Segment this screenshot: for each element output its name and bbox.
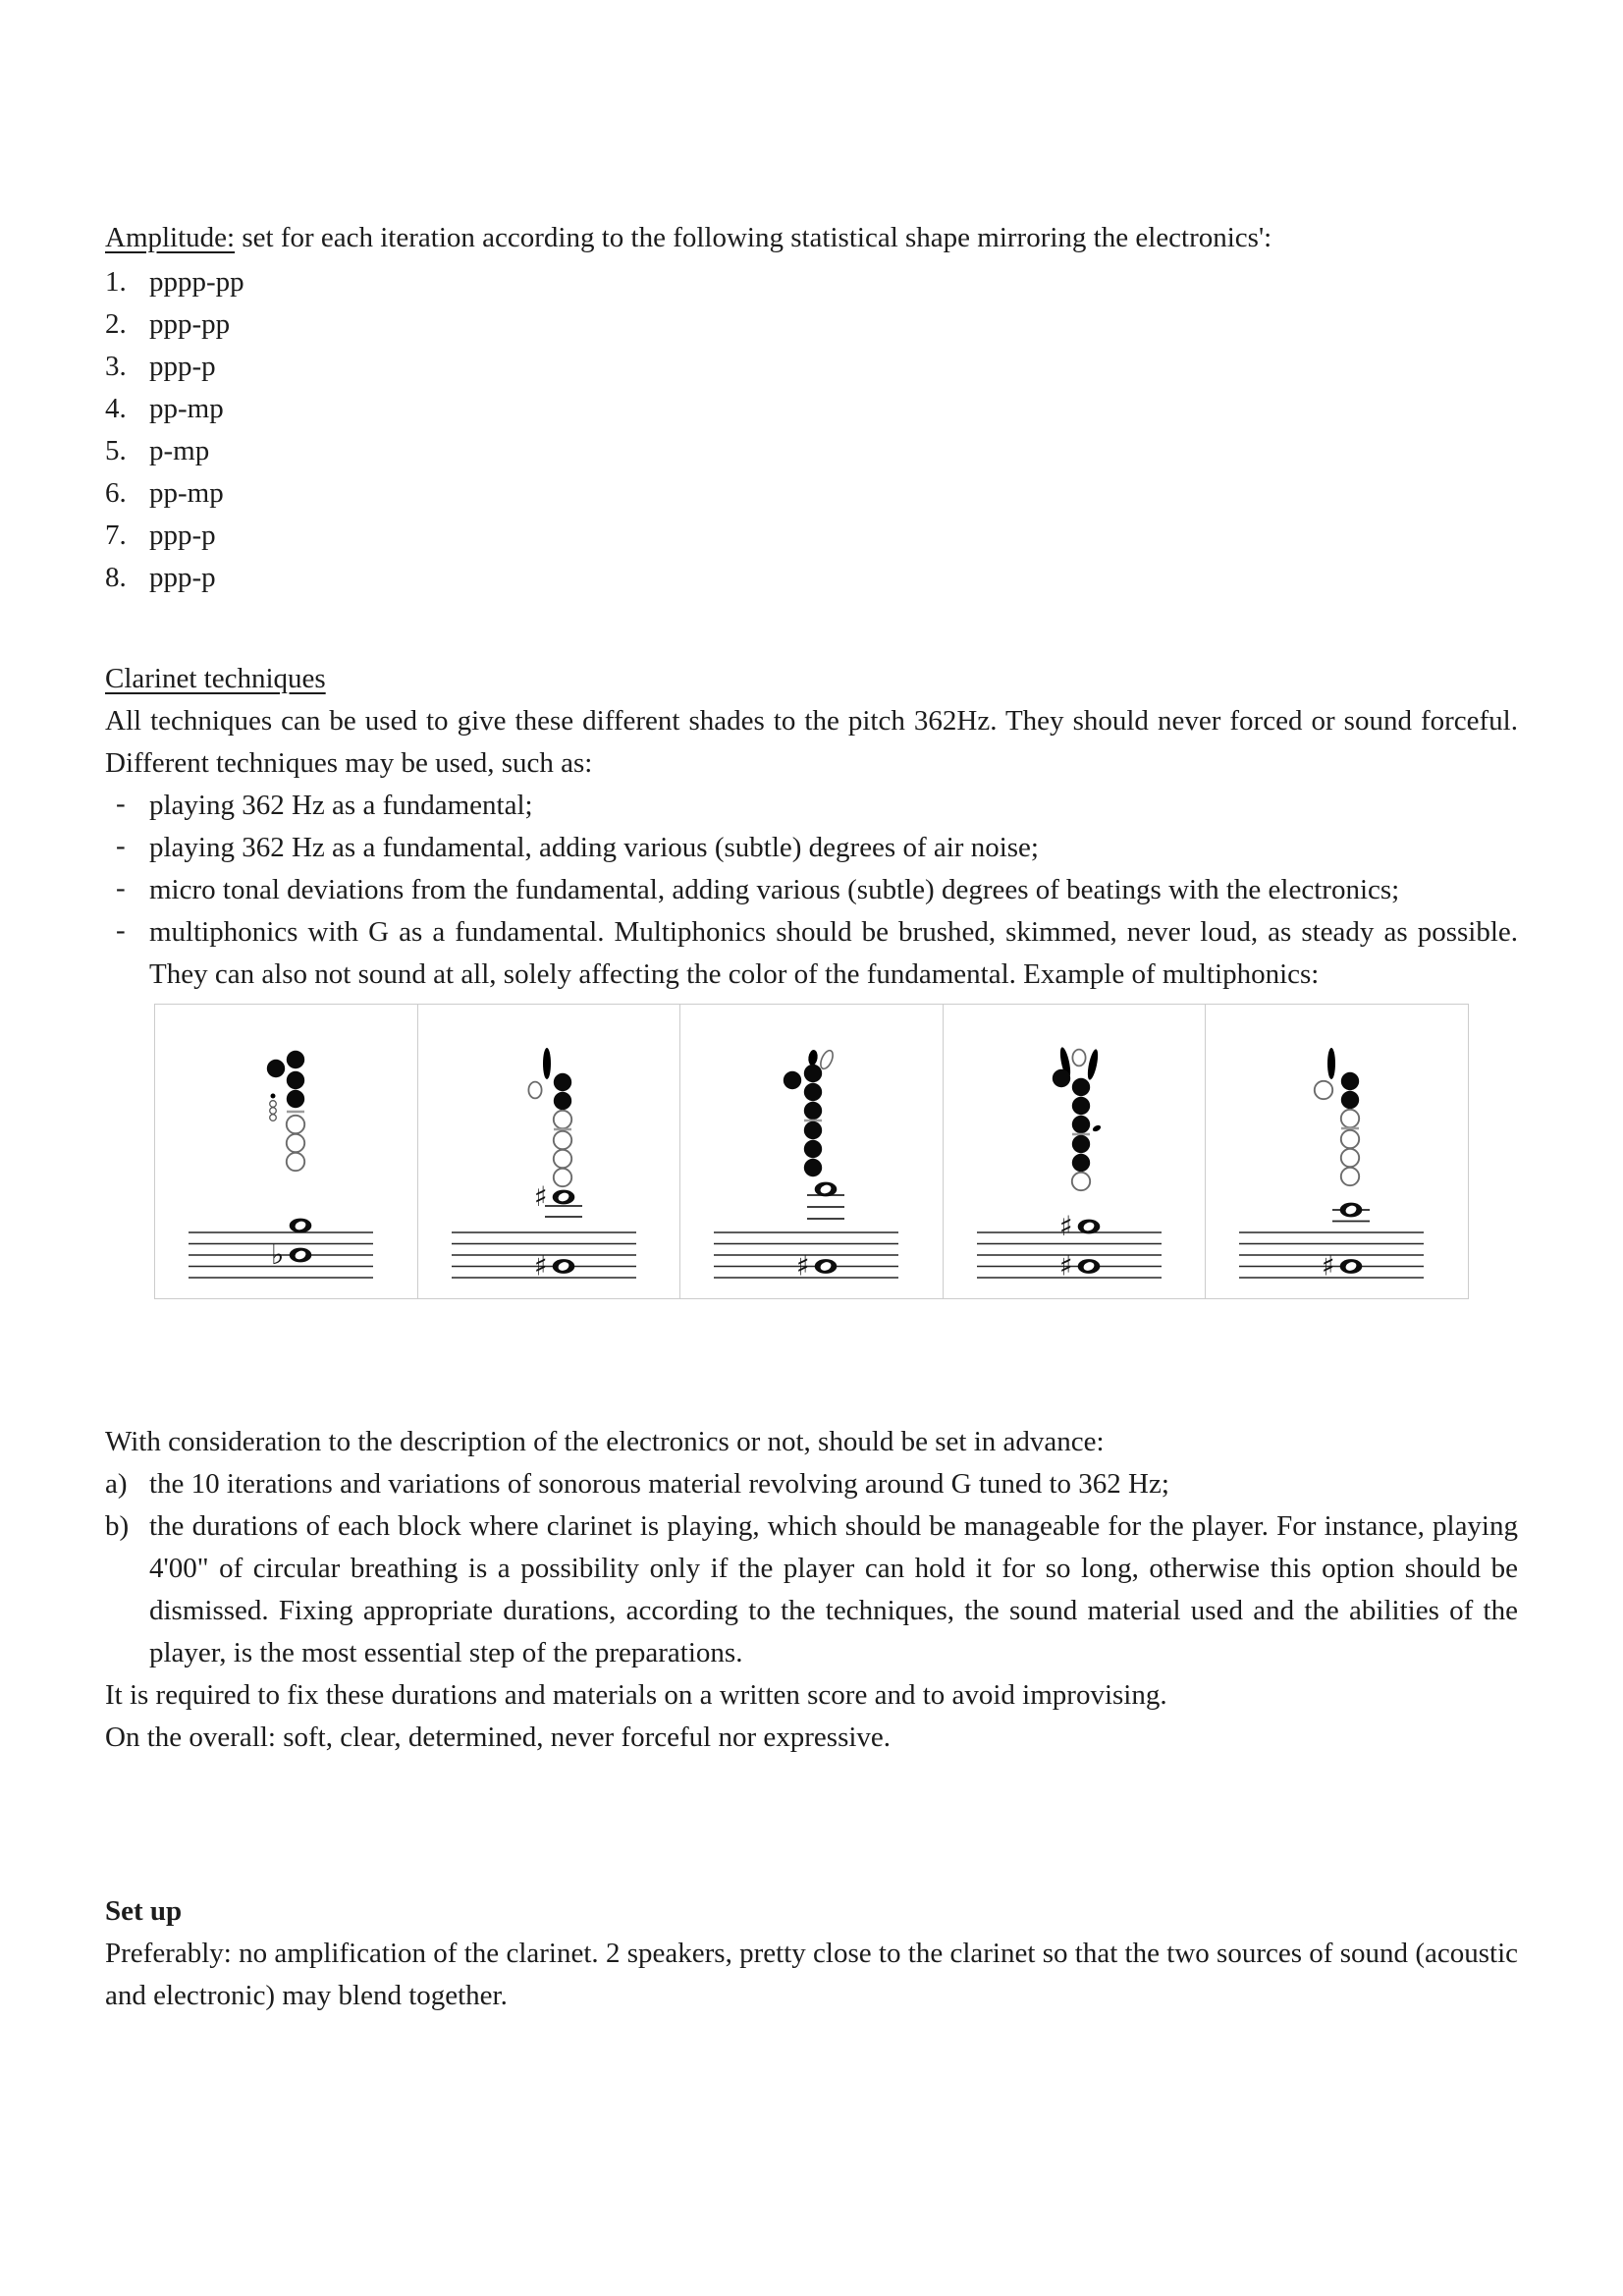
staff-notation [1239,1203,1424,1283]
bullet-dash-marker: - [116,788,126,819]
technique-bullet [105,869,1518,911]
multiphonics-figure [154,1004,1469,1299]
dynamics-item-value: ppp-p [149,562,216,593]
closing-lines [105,1674,1518,1759]
fingering-and-staff-diagram [155,1005,416,1297]
amplitude-text: set for each iteration according to the following statistical shape mirroring the electronics': [235,222,1272,253]
technique-bullet [105,827,1518,869]
technique-bullet [105,785,1518,827]
fingering-diagram [267,1051,304,1171]
fingering-diagram [528,1048,571,1186]
dynamics-list [105,261,1518,599]
svg-text:♯: ♯ [796,1249,810,1283]
amplitude-term: Amplitude: [105,222,236,253]
technique-bullet-text: playing 362 Hz as a fundamental; [149,790,533,821]
technique-bullets [105,785,1518,996]
staff-notation [977,1210,1162,1283]
technique-bullet-text: micro tonal deviations from the fundamental, adding various (subtle) degrees of beatings with the electronics; [149,874,1400,905]
technique-bullet-text: multiphonics with G as a fundamental. Multiphonics should be brushed, skimmed, never loud, as steady as possible. They can also not sound at all, solely affecting the color of the fundamental. Example of multiphonics: [149,916,1518,990]
dynamics-item-value: pp-mp [149,477,224,509]
dynamics-item-value: ppp-p [149,351,216,382]
bullet-dash-marker: - [116,914,126,946]
consideration-item-marker: a) [105,1468,128,1500]
multiphonic-panel [155,1005,418,1298]
consideration-item-marker: b) [105,1510,130,1542]
multiphonic-panel [944,1005,1207,1298]
bullet-dash-marker: - [116,830,126,861]
fingering-diagram [1053,1047,1102,1191]
consideration-item [105,1505,1518,1674]
multiphonic-panel [680,1005,944,1298]
svg-text:♯: ♯ [1322,1249,1335,1283]
dynamics-item [105,261,1518,303]
fingering-diagram [1315,1048,1359,1185]
consideration-item [105,1463,1518,1505]
fingering-and-staff-diagram [418,1005,679,1297]
fingering-and-staff-diagram [1206,1005,1467,1297]
consideration-item-text: the 10 iterations and variations of sonorous material revolving around G tuned to 362 Hz; [149,1468,1169,1500]
dynamics-item-number: 4. [105,393,127,424]
dynamics-item-number: 3. [105,351,127,382]
dynamics-item [105,472,1518,515]
fingering-diagram [784,1049,836,1176]
consideration-list [105,1463,1518,1674]
amplitude-paragraph [105,217,1518,259]
setup-paragraph: Preferably: no amplification of the clarinet. 2 speakers, pretty close to the clarinet so that the two sources of sound (acoustic and electronic) may blend together. [105,1938,1518,2011]
staff-notation [189,1219,373,1278]
dynamics-item [105,388,1518,430]
dynamics-item-value: ppp-p [149,519,216,551]
dynamics-item-number: 5. [105,435,127,466]
dynamics-item-number: 1. [105,266,127,298]
staff-notation [714,1182,898,1283]
dynamics-item [105,303,1518,346]
dynamics-item [105,346,1518,388]
staff-notation [452,1180,636,1283]
dynamics-item-number: 8. [105,562,127,593]
fingering-and-staff-diagram [944,1005,1205,1297]
consideration-item-text: the durations of each block where clarinet is playing, which should be manageable for the player. For instance, playing 4'00" of circular breathing is a possibility only if the player can hold it for so long, otherwise this option should be dismissed. Fixing appropriate durations, according to the techniques, the sound material used and the abilities of the player, is the most essential step of the preparations. [149,1510,1518,1668]
multiphonic-panel [1206,1005,1468,1298]
fingering-and-staff-diagram [680,1005,942,1297]
consideration-intro: With consideration to the description of the electronics or not, should be set in advance: [105,1426,1105,1457]
closing-line: It is required to fix these durations and materials on a written score and to avoid improvising. [105,1679,1167,1711]
svg-text:♭: ♭ [271,1238,285,1271]
setup-heading: Set up [105,1895,183,1927]
svg-text:♯: ♯ [1058,1249,1073,1283]
svg-text:♯: ♯ [533,1180,548,1213]
closing-line: On the overall: soft, clear, determined, never forceful nor expressive. [105,1722,892,1753]
techniques-intro: All techniques can be used to give these different shades to the pitch 362Hz. They should never forced or sound forceful. Different techniques may be used, such as: [105,705,1518,779]
dynamics-item-value: ppp-pp [149,308,231,340]
svg-text:♯: ♯ [533,1249,548,1283]
dynamics-item [105,557,1518,599]
dynamics-item [105,430,1518,472]
dynamics-item-value: pp-mp [149,393,224,424]
dynamics-item-number: 2. [105,308,127,340]
dynamics-item-value: p-mp [149,435,210,466]
bullet-dash-marker: - [116,872,126,903]
dynamics-item-number: 7. [105,519,127,551]
multiphonic-panel [418,1005,681,1298]
dynamics-item [105,515,1518,557]
technique-bullet-text: playing 362 Hz as a fundamental, adding various (subtle) degrees of air noise; [149,832,1039,863]
clarinet-techniques-heading: Clarinet techniques [105,663,326,694]
technique-bullet [105,911,1518,996]
dynamics-item-value: pppp-pp [149,266,244,298]
svg-text:♯: ♯ [1058,1210,1073,1242]
dynamics-item-number: 6. [105,477,127,509]
